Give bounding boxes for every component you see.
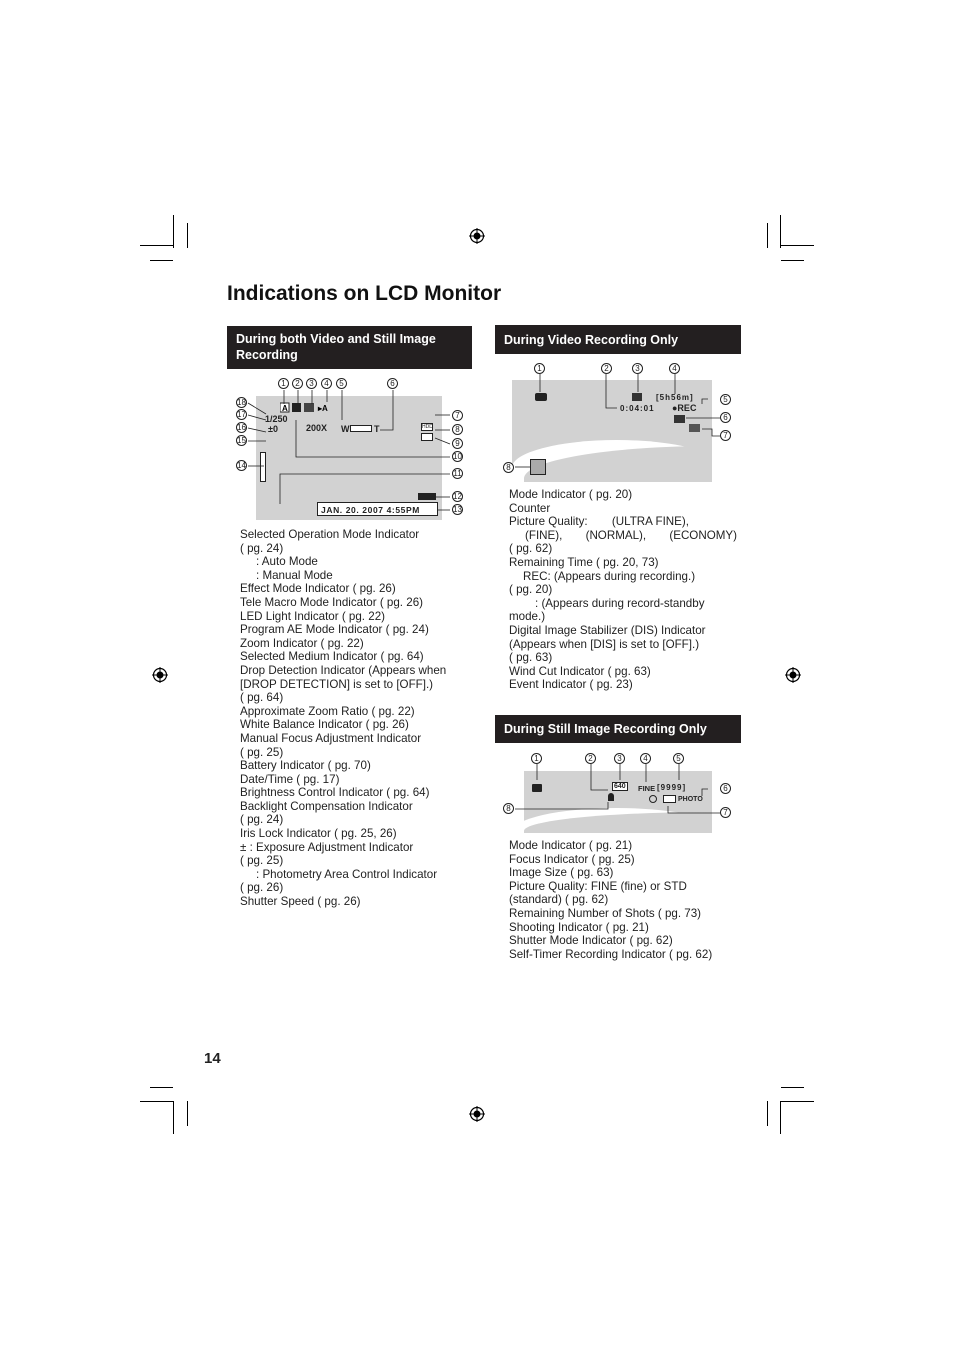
list-item: Shooting Indicator ( pg. 21) [509, 920, 649, 934]
heading-line: During both Video and Still Image [236, 332, 436, 346]
list-item: (ULTRA FINE), [611, 515, 689, 529]
callout-number: 13 [453, 505, 462, 514]
list-item: ( pg. 25) [240, 745, 284, 759]
list-item: White Balance Indicator ( pg. 26) [240, 718, 409, 732]
callout-number: 9 [452, 438, 463, 449]
list-item: : Photometry Area Control Indicator [256, 867, 438, 881]
list-item: Battery Indicator ( pg. 70) [240, 759, 371, 773]
list-item: (ECONOMY) [669, 528, 737, 542]
list-item: ( pg. 24) [240, 541, 284, 555]
list-item: ( pg. 63) [509, 651, 553, 665]
remaining-time-readout: [5h56m] [656, 393, 694, 402]
zoom-t-label: T [374, 424, 380, 434]
callout-number: 4 [321, 378, 332, 389]
section-heading-both [227, 326, 472, 369]
page-title: Indications on LCD Monitor [227, 282, 502, 305]
callout-number: 8 [503, 803, 514, 814]
list-item: : Auto Mode [256, 555, 318, 569]
photo-readout: PHOTO [678, 796, 703, 803]
list-item: ± : Exposure Adjustment Indicator [240, 840, 414, 854]
list-item: Drop Detection Indicator (Appears when [240, 663, 447, 677]
callout-lines [500, 368, 730, 478]
list-item: Manual Focus Adjustment Indicator [240, 731, 422, 745]
list-item: Event Indicator ( pg. 23) [509, 678, 633, 692]
registration-target-icon [469, 228, 485, 244]
list-item: Brightness Control Indicator ( pg. 64) [240, 786, 430, 800]
list-item: ( pg. 20) [509, 583, 553, 597]
callout-number: 8 [452, 424, 463, 435]
callout-number: 5 [673, 753, 684, 764]
callout-number: 8 [503, 462, 514, 473]
callout-number: 17 [237, 410, 246, 419]
svg-text:A: A [282, 404, 288, 413]
callout-number: 1 [531, 753, 542, 764]
list-item: (standard) ( pg. 62) [509, 893, 609, 907]
list-item: Image Size ( pg. 63) [509, 866, 614, 880]
list-item: Shutter Speed ( pg. 26) [240, 895, 361, 909]
list-item: Program AE Mode Indicator ( pg. 24) [240, 623, 429, 637]
list-item: (Appears when [DIS] is set to [OFF].) [509, 637, 700, 651]
callout-number: 2 [601, 363, 612, 374]
section-heading-video [495, 325, 741, 354]
list-item: Date/Time ( pg. 17) [240, 772, 340, 786]
callout-number: 1 [534, 363, 545, 374]
callout-number: 4 [669, 363, 680, 374]
callout-number: 5 [720, 394, 731, 405]
list-item: Remaining Number of Shots ( pg. 73) [509, 906, 702, 920]
list-item: Counter [509, 501, 551, 515]
heading-line: During Video Recording Only [504, 333, 679, 347]
list-item: Mode Indicator ( pg. 20) [509, 488, 633, 501]
list-item: mode.) [509, 610, 546, 624]
list-item: Backlight Compensation Indicator [240, 799, 413, 813]
callout-number: 7 [452, 410, 463, 421]
quality-readout: FINE [638, 784, 656, 793]
counter-readout: 0:04:01 [620, 404, 655, 413]
list-item: Tele Macro Mode Indicator ( pg. 26) [240, 595, 424, 609]
callout-number: 16 [237, 423, 246, 432]
list-item: ( pg. 62) [509, 542, 553, 556]
callout-number: 6 [720, 783, 731, 794]
list-item: Selected Medium Indicator ( pg. 64) [240, 650, 424, 664]
list-item: Picture Quality: FINE (fine) or STD [509, 879, 687, 893]
callout-number: 10 [453, 452, 462, 461]
callout-number: 15 [237, 436, 246, 445]
svg-text:▸A: ▸A [318, 404, 328, 413]
quality-row [509, 529, 737, 543]
list-item: Digital Image Stabilizer (DIS) Indicator [509, 623, 706, 637]
list-item: Iris Lock Indicator ( pg. 25, 26) [240, 827, 397, 841]
video-items-list [509, 488, 737, 692]
callout-number: 2 [585, 753, 596, 764]
list-item: (NORMAL), [585, 528, 647, 542]
callout-number: 4 [640, 753, 651, 764]
list-item: Zoom Indicator ( pg. 22) [240, 636, 364, 650]
date-time-readout: JAN. 20. 2007 4:55PM [321, 505, 420, 515]
list-item: Selected Operation Mode Indicator [240, 528, 420, 541]
list-item: (FINE), [525, 528, 563, 542]
callout-number: 6 [387, 378, 398, 389]
list-item: ( pg. 24) [240, 813, 284, 827]
registration-target-icon [785, 667, 801, 683]
rec-readout: ●REC [672, 403, 697, 413]
shots-readout: [9999] [657, 783, 687, 792]
still-items-list [509, 839, 712, 961]
callout-number: 3 [632, 363, 643, 374]
callout-number: 6 [720, 412, 731, 423]
list-item: ( pg. 25) [240, 854, 284, 868]
quality-row [509, 515, 689, 529]
callout-number: 14 [237, 461, 246, 470]
callout-number: 7 [720, 807, 731, 818]
callout-number: 18 [237, 398, 246, 407]
list-item: Shutter Mode Indicator ( pg. 62) [509, 934, 673, 948]
medium-icon: HDD [422, 424, 433, 430]
callout-number: 3 [614, 753, 625, 764]
registration-target-icon [152, 667, 168, 683]
callout-number: 7 [720, 430, 731, 441]
list-item: Self-Timer Recording Indicator ( pg. 62) [509, 947, 713, 961]
list-item: [DROP DETECTION] is set to [OFF].) [240, 677, 434, 691]
image-size-readout: 640 [614, 783, 626, 790]
list-item: ( pg. 64) [240, 691, 284, 705]
registration-target-icon [469, 1106, 485, 1122]
list-item: REC: (Appears during recording.) [523, 569, 696, 583]
list-item: LED Light Indicator ( pg. 22) [240, 609, 386, 623]
list-item: : (Appears during record-standby [535, 596, 705, 610]
list-item: ( pg. 26) [240, 881, 284, 895]
list-item: Mode Indicator ( pg. 21) [509, 839, 633, 852]
list-item: Picture Quality: [509, 515, 588, 529]
callout-number: 11 [453, 469, 462, 478]
zoom-ratio-readout: 200X [306, 423, 328, 433]
section-heading-still [495, 715, 741, 743]
list-item: Approximate Zoom Ratio ( pg. 22) [240, 704, 415, 718]
zoom-w-label: W [341, 424, 350, 434]
heading-line: Recording [236, 348, 298, 362]
callout-number: 1 [278, 378, 289, 389]
callout-lines [500, 758, 730, 818]
callout-number: 2 [292, 378, 303, 389]
callout-number: 3 [306, 378, 317, 389]
heading-line: During Still Image Recording Only [504, 722, 707, 736]
both-items-list [240, 528, 446, 909]
list-item: Effect Mode Indicator ( pg. 26) [240, 582, 396, 596]
shutter-speed-readout: 1/250 [265, 414, 288, 424]
list-item: Remaining Time ( pg. 20, 73) [509, 555, 659, 569]
callout-lines [240, 380, 460, 520]
list-item: : Manual Mode [256, 568, 333, 582]
callout-number: 5 [336, 378, 347, 389]
list-item: Focus Indicator ( pg. 25) [509, 852, 635, 866]
page-number: 14 [204, 1050, 221, 1067]
exposure-readout: ±0 [268, 424, 278, 434]
callout-number: 12 [453, 492, 462, 501]
list-item: Wind Cut Indicator ( pg. 63) [509, 664, 651, 678]
